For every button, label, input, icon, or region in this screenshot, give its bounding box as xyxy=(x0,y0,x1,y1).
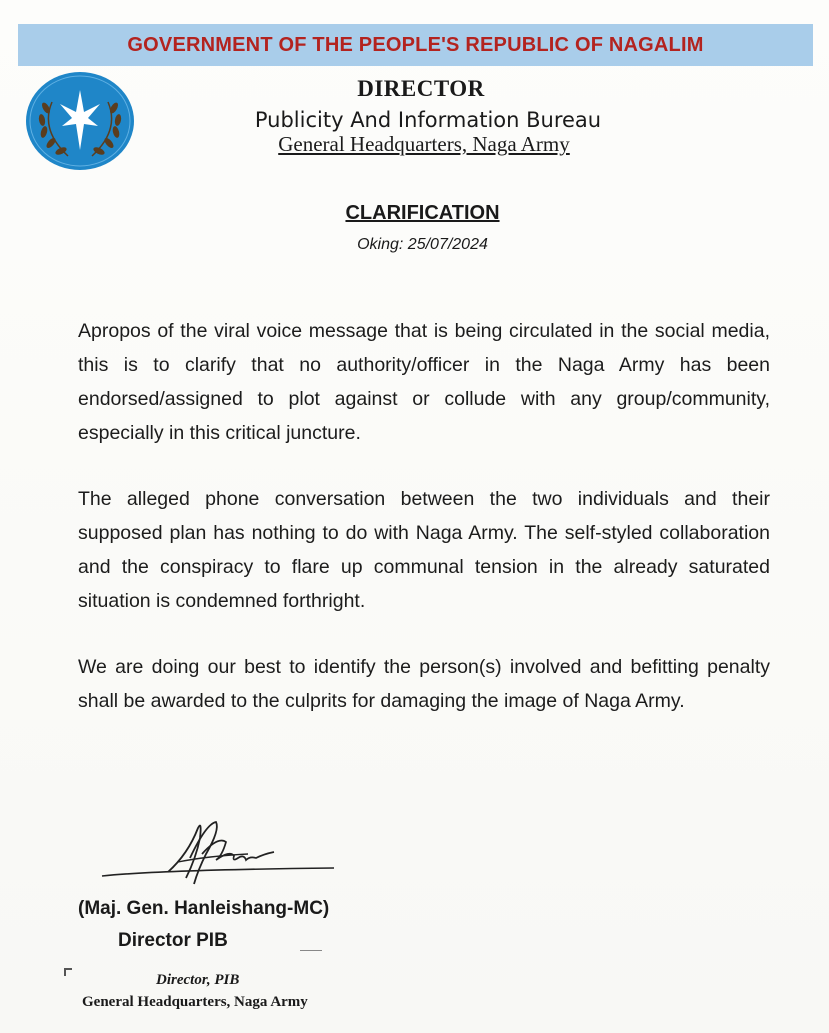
signer-name: (Maj. Gen. Hanleishang-MC) xyxy=(78,898,330,919)
government-title: GOVERNMENT OF THE PEOPLE'S REPUBLIC OF NAGALIM xyxy=(127,33,704,56)
handwritten-signature-icon xyxy=(98,814,348,894)
bureau-name: Publicity And Information Bureau xyxy=(254,108,602,132)
stamp-title: Director, PIB xyxy=(156,972,240,988)
stamp-mark xyxy=(64,968,66,976)
signer-role: Director PIB xyxy=(118,930,228,951)
body-paragraph-1: Apropos of the viral voice message that is being circulated in the social media, this is to clarify that no authority/officer in the Naga Army has been endorsed/assigned to plot against or collude with any group/community, especially in this critical juncture. xyxy=(78,320,770,444)
office-title: DIRECTOR xyxy=(357,76,485,101)
header-banner xyxy=(18,24,813,66)
body-paragraph-2: The alleged phone conversation between the two individuals and their supposed plan has nothing to do with Naga Army. The self-styled collaboration and the conspiracy to flare up communal tension in the already saturated situation is condemned forthright. xyxy=(78,488,770,612)
office-header xyxy=(180,76,650,157)
stamp-mark xyxy=(300,950,322,951)
stamp-headquarters: General Headquarters, Naga Army xyxy=(82,994,308,1010)
body-paragraph-3: We are doing our best to identify the person(s) involved and befitting penalty shall be awarded to the culprits for damaging the image of Naga Army. xyxy=(78,656,770,712)
document-date: Oking: 25/07/2024 xyxy=(357,236,488,253)
stamp-mark xyxy=(66,968,72,970)
document-title: CLARIFICATION xyxy=(345,202,500,224)
headquarters-name: General Headquarters, Naga Army xyxy=(278,132,570,156)
star-wreath-emblem-icon xyxy=(24,70,136,172)
